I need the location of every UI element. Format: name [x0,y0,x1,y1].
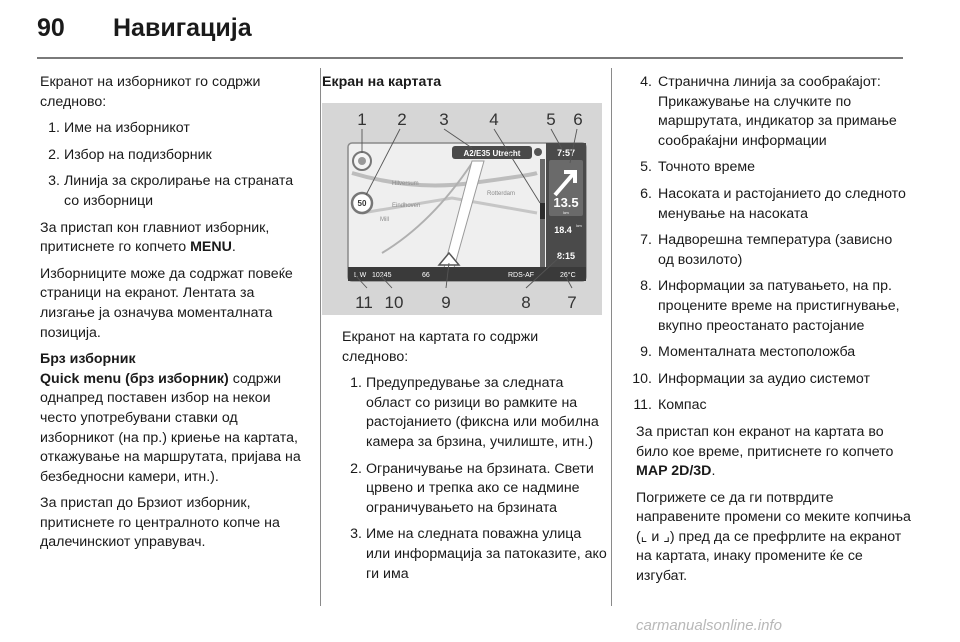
map-label: Mill [380,217,389,223]
callout-number: 4 [489,110,499,129]
list-number: 11. [633,397,652,414]
main-menu-paragraph [40,219,310,258]
list-number: 6. [640,185,652,202]
list-item [622,343,912,363]
audio-frequency: 10245 [372,272,392,279]
list-item [342,525,607,584]
header-rule [37,57,903,59]
traffic-indicator-icon [534,148,542,156]
map-screen-illustration [322,103,602,315]
outside-temperature: 26°C [560,272,576,279]
quick-menu-access-paragraph: За пристап до Брзиот изборник, притиснете го централното копче на далечинскиот управувач. [40,495,280,551]
callout-number: 11 [355,293,373,312]
submenu-paragraph: Изборниците може да содржат повеќе страници на екранот. Лентата за лизгање ја означува моменталната позиција. [40,265,293,341]
callout-number: 2 [397,110,407,129]
text-span: . [711,463,716,480]
map-label: Eindhoven [392,203,421,209]
soft-key-right-icon: ⌟ [663,528,670,545]
text-span: За пристап кон главниот изборник, притиснете го копчето [40,219,270,256]
list-item [622,185,912,224]
list-text: Точното време [658,159,756,176]
list-item [622,158,912,178]
list-number: 7. [640,232,652,249]
list-text: Компас [658,397,707,414]
list-text: Насоката и растојанието до следното менување на насоката [658,185,906,222]
list-item [342,374,607,452]
quick-menu-term: Quick menu (брз изборник) [40,370,229,387]
list-text: Име на изборникот [64,120,190,137]
page-title: Навигација [113,14,252,42]
list-number: 2. [350,460,362,477]
text-span: Погрижете се да ги потврдите направените промени со меките копчиња ( [636,489,911,545]
list-text: Надворешна температура (зависно од возилото) [658,232,893,268]
risk-warning-icon-core [358,157,366,165]
remaining-distance: 18.4 [554,225,572,235]
quick-menu-section [40,350,310,487]
list-number: 1. [350,375,362,392]
list-item [40,119,310,139]
page-number: 90 [37,14,65,42]
traffic-event-marker [540,203,545,219]
quick-menu-heading: Брз изборник [40,351,136,368]
left-column [40,73,310,560]
street-sign-text: A2/E35 Utrecht [463,149,521,158]
speed-limit-value: 50 [357,199,367,208]
menu-key-label: MENU [190,239,232,256]
soft-key-left-icon: ⌞ [640,528,648,545]
list-number: 3. [350,526,362,543]
list-number: 8. [640,278,652,295]
map-section-heading: Екран на картата [322,74,442,90]
list-text: Ограничување на брзината. Свети црвено и трепка ако се надмине ограничувањето на брзината [366,460,594,516]
rds-indicator: RDS-AF [508,272,535,279]
list-item [342,460,607,519]
map-screen-intro: Екранот на картата го содржи следново: [342,329,539,365]
text-span: ) пред да се префрлите на екранот на картата, инаку промените ќе се изгубат. [636,528,902,585]
confirm-changes-paragraph [622,489,912,587]
text-span: . [231,239,236,256]
list-number: 9. [640,344,652,361]
callout-number: 8 [521,293,531,312]
callout-number: 3 [439,110,449,129]
text-span: и [647,528,664,545]
list-item [622,396,912,416]
list-text: Линија за скролирање на страната со изборници [64,173,294,209]
list-item [622,277,912,336]
list-text: Предупредување за следната област со ризици во рамките на растојанието (фиксна или мобилна камера за брзина, училиште, итн.) [366,375,599,450]
map-screen-figure [322,103,602,315]
callout-number: 9 [441,293,451,312]
clock-time: 7:57 [556,148,576,158]
list-text: Странична линија за сообраќајот: Прикажување на случките по маршрутата, индикатор за примање сообраќајни информации [658,74,897,149]
list-item [40,146,310,166]
list-text: Информации за патувањето, на пр. процените време на пристигнување, вкупно преостанато растојание [658,278,900,334]
list-item [622,231,912,270]
list-number: 1. [48,120,60,137]
turn-distance: 13.5 [553,195,579,210]
right-column [622,73,912,594]
column-divider-right [611,68,612,606]
list-item [40,172,310,211]
map-label: Rotterdam [487,191,516,197]
compass-indicator: L W [354,272,367,279]
list-text: Моменталната местоположба [658,344,856,361]
text-span: За пристап кон екранот на картата во било кое време, притиснете го копчето [636,423,894,460]
callout-number: 5 [546,110,556,129]
audio-channel: 66 [422,272,430,279]
remaining-distance-unit: km [576,223,582,228]
arrival-time: 8:15 [556,251,576,261]
list-number: 2. [48,146,60,163]
list-number: 10. [632,370,652,387]
callout-number: 10 [384,293,404,312]
list-text: Информации за аудио системот [658,370,870,387]
page-header [0,0,960,58]
list-item [622,73,912,151]
column-divider-left [320,68,321,606]
list-number: 5. [640,159,652,176]
menu-screen-intro: Екранот на изборникот го содржи следново: [40,74,261,110]
list-text: Име на следната поважна улица или информација за патоказите, ако ги има [366,526,607,582]
quick-menu-text: содржи однапред поставен избор на некои често употребувани ставки од изборникот (на пр.) криење на картата, откажување на маршрутата, пријава на безбедносни камери, итн.). [40,370,301,485]
list-number: 4. [640,74,652,90]
map-key-label: MAP 2D/3D [636,463,712,480]
map-label: Hilversum [392,181,419,187]
list-number: 3. [48,173,60,190]
middle-column [322,73,604,100]
list-text: Избор на подизборник [64,146,212,163]
middle-column-text [342,328,607,591]
turn-distance-unit: km [563,210,569,215]
callout-number: 6 [573,110,583,129]
callout-number: 1 [357,110,367,129]
watermark: carmanualsonline.info [636,617,782,634]
list-item [622,370,912,390]
callout-number: 7 [567,293,577,312]
map-access-paragraph [622,423,912,482]
